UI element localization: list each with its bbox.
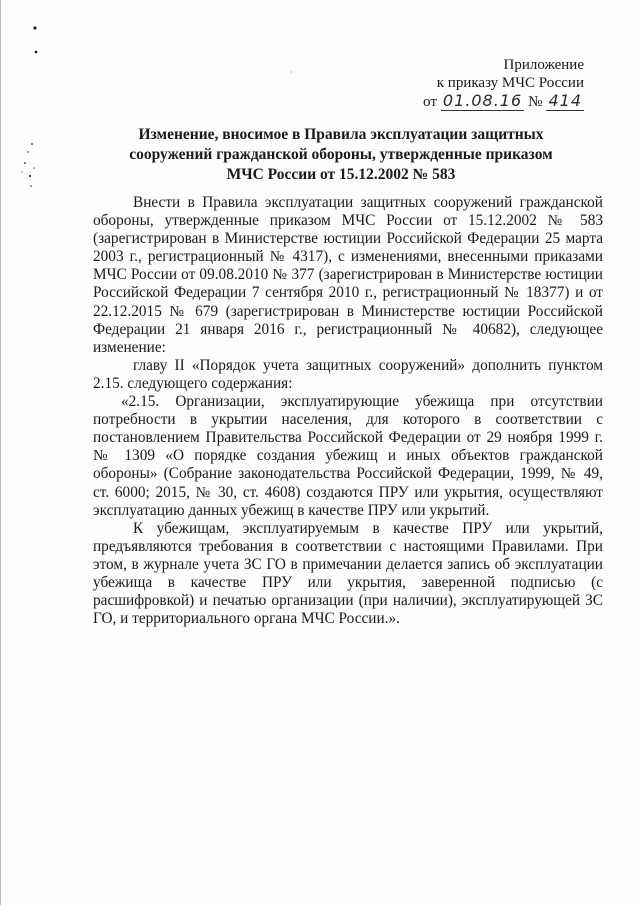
order-date-number [423, 92, 584, 111]
paragraph-intro: Внести в Правила эксплуатации защитных сооружений гражданской обороны, утвержденные приказом МЧС России от 15.12.2002 № 583 (зарегистрирован в Министерстве юстиции Российской Федерации 25 марта 2003 г., регистрационный № 4317), с изменениями, внесенными приказами МЧС России от 09.08.2010 № 377 (зарегистрирован в Министерстве юстиции Российской Федерации 7 сентября 2010 г., регистрационный № 18377) и от 22.12.2015 № 679 (зарегистрирован в Министерстве юстиции Российской Федерации 21 января 2016 г., регистрационный № 40682), следующее изменение: [93, 194, 603, 356]
handwritten-date: 01.08.16 [442, 91, 523, 110]
handwritten-number: 414 [548, 91, 582, 110]
appendix-header [423, 56, 584, 111]
paragraph-shelter-requirements: К убежищам, эксплуатируемым в качестве ПРУ или укрытий, предъявляются требования в соответствии с настоящими Правилами. При этом, в журнале учета ЗС ГО в примечании делается запись об эксплуатации убежища в качестве ПРУ или укрытия, заверенной подписью (с расшифровкой) и печатью организации (при наличии), эксплуатирующей ЗС ГО, и территориального органа МЧС России.». [93, 519, 603, 628]
from-label: от [423, 94, 437, 110]
title-line-2: сооружений гражданской обороны, утвержденные приказом [129, 146, 553, 163]
number-label: № [528, 94, 543, 110]
appendix-label: Приложение [503, 57, 584, 73]
scan-dot [33, 26, 36, 29]
scan-dot [35, 51, 38, 54]
scan-dot [27, 151, 29, 153]
scan-dot [29, 175, 31, 177]
document-body [93, 194, 603, 628]
document-title [111, 125, 571, 185]
scan-dot [24, 162, 26, 164]
scan-dot [31, 143, 33, 145]
title-line-3: МЧС России от 15.12.2002 № 583 [226, 166, 456, 183]
scan-dot [30, 185, 32, 187]
scan-dot [290, 71, 291, 72]
scan-dot [21, 171, 22, 172]
order-reference: к приказу МЧС России [436, 75, 584, 91]
scan-dot [33, 167, 35, 169]
paragraph-chapter-amendment: главу II «Порядок учета защитных сооружений» дополнить пунктом 2.15. следующего содержания: [93, 356, 603, 392]
paragraph-clause-2-15: «2.15. Организации, эксплуатирующие убежища при отсутствии потребности в укрытии населения, для которого в соответствии с постановлением Правительства Российской Федерации от 29 ноября 1999 г. № 1309 «О порядке создания убежищ и иных объектов гражданской обороны» (Собрание законодательства Российской Федерации, 1999, № 49, ст. 6000; 2015, № 30, ст. 4608) создаются ПРУ или укрытия, осуществляют эксплуатацию данных убежищ в качестве ПРУ или укрытий. [93, 393, 603, 519]
title-line-1: Изменение, вносимое в Правила эксплуатации защитных [138, 126, 544, 143]
